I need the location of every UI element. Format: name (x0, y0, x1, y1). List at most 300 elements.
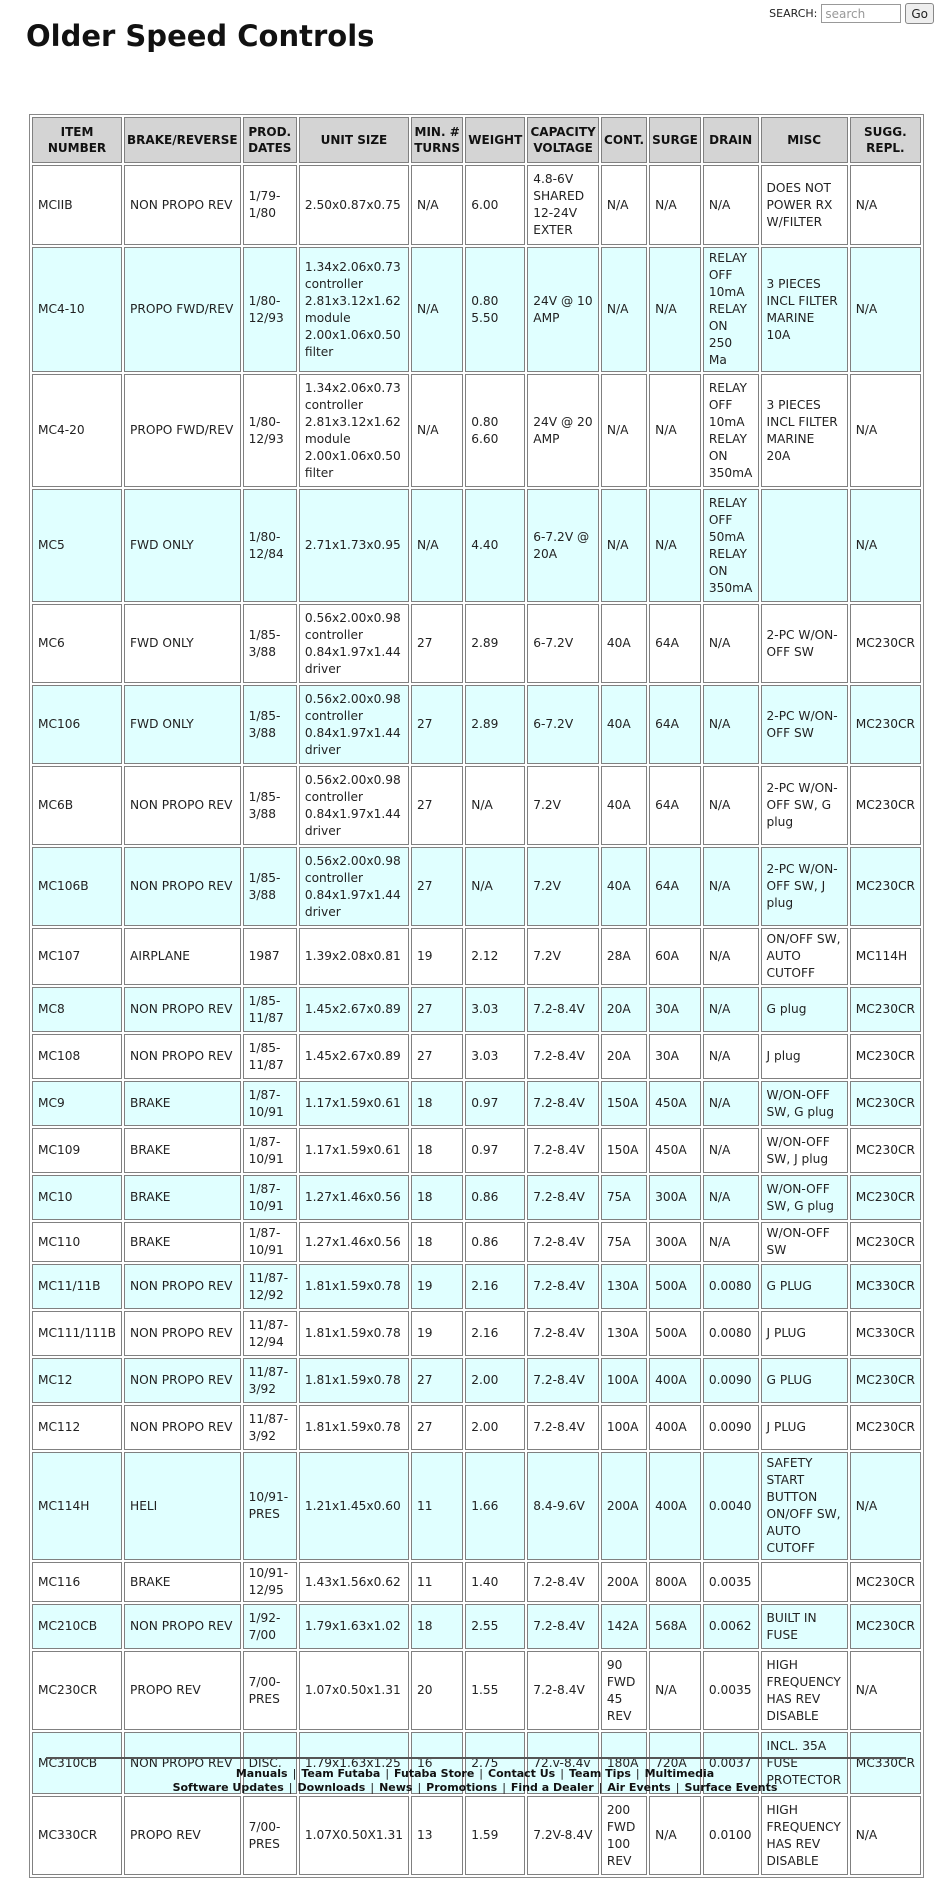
table-cell: 7/00-PRES (243, 1796, 297, 1875)
table-row (32, 847, 921, 926)
table-cell: 400A (649, 1358, 701, 1403)
table-cell: 18 (411, 1128, 463, 1173)
table-row (32, 766, 921, 845)
table-cell: NON PROPO REV (124, 847, 241, 926)
table-cell: FWD ONLY (124, 489, 241, 602)
table-row (32, 374, 921, 487)
table-cell (761, 489, 848, 602)
table-cell: 27 (411, 847, 463, 926)
table-row (32, 1405, 921, 1450)
table-cell: 0.0090 (703, 1405, 759, 1450)
table-cell: MC6 (32, 604, 122, 683)
table-row (32, 1562, 921, 1602)
footer-link[interactable]: Surface Events (684, 1781, 778, 1794)
column-header: SUGG. REPL. (850, 117, 921, 163)
table-cell: 7.2-8.4V (527, 1222, 599, 1262)
table-cell: J PLUG (761, 1405, 848, 1450)
table-cell: 1/79-1/80 (243, 165, 297, 245)
table-cell: N/A (703, 165, 759, 245)
table-cell: 75A (601, 1222, 647, 1262)
table-cell: 0.56x2.00x0.98 controller 0.84x1.97x1.44 driver (299, 847, 409, 926)
table-cell: 1.55 (465, 1651, 525, 1730)
footer-link[interactable]: Contact Us (488, 1767, 556, 1780)
table-row (32, 1222, 921, 1262)
table-cell: 2.89 (465, 685, 525, 764)
table-cell: 7.2V-8.4V (527, 1796, 599, 1875)
table-cell: N/A (850, 247, 921, 372)
table-cell: BRAKE (124, 1175, 241, 1220)
table-cell: RELAY OFF 10mA RELAY ON 250 Ma (703, 247, 759, 372)
table-cell: 7.2-8.4V (527, 1311, 599, 1356)
table-cell: G PLUG (761, 1358, 848, 1403)
table-cell: 1/85-3/88 (243, 847, 297, 926)
footer-separator: | (502, 1781, 506, 1794)
table-cell: 0.56x2.00x0.98 controller 0.84x1.97x1.44 driver (299, 604, 409, 683)
footer-separator: | (288, 1781, 293, 1794)
table-cell: 720A (649, 1732, 701, 1794)
table-cell: N/A (601, 165, 647, 245)
table-cell: 1/85-3/88 (243, 685, 297, 764)
table-cell: N/A (703, 928, 759, 985)
table-cell: 568A (649, 1604, 701, 1649)
table-body (32, 165, 921, 1875)
table-cell: MC6B (32, 766, 122, 845)
table-cell: MC230CR (850, 1358, 921, 1403)
table-cell: MC114H (850, 928, 921, 985)
table-cell: N/A (465, 847, 525, 926)
table-cell: N/A (703, 1034, 759, 1079)
table-cell: 500A (649, 1311, 701, 1356)
table-cell: PROPO REV (124, 1651, 241, 1730)
table-cell: 0.0080 (703, 1264, 759, 1309)
table-cell: 1.45x2.67x0.89 (299, 987, 409, 1032)
table-cell: 8.4-9.6V (527, 1452, 599, 1560)
table-cell: 64A (649, 685, 701, 764)
table-cell: NON PROPO REV (124, 1358, 241, 1403)
table-cell: 6-7.2V (527, 685, 599, 764)
footer-link[interactable]: Downloads (297, 1781, 366, 1794)
table-cell: MC4-10 (32, 247, 122, 372)
table-cell: 19 (411, 1264, 463, 1309)
table-cell: MC330CR (850, 1311, 921, 1356)
table-cell: PROPO REV (124, 1796, 241, 1875)
table-cell: 1.81x1.59x0.78 (299, 1405, 409, 1450)
table-cell: MC230CR (850, 1081, 921, 1126)
table-cell: 1/85-11/87 (243, 987, 297, 1032)
table-cell: 40A (601, 766, 647, 845)
table-cell: 2.89 (465, 604, 525, 683)
table-cell: 30A (649, 987, 701, 1032)
table-cell: 1.81x1.59x0.78 (299, 1358, 409, 1403)
table-cell: N/A (850, 1651, 921, 1730)
table-cell: 450A (649, 1081, 701, 1126)
table-cell: 11 (411, 1452, 463, 1560)
table-cell: 28A (601, 928, 647, 985)
footer-link[interactable]: Find a Dealer (510, 1781, 594, 1794)
table-cell: 2.16 (465, 1264, 525, 1309)
table-cell: 1.07X0.50X1.31 (299, 1796, 409, 1875)
table-cell: MC4-20 (32, 374, 122, 487)
table-cell: N/A (411, 489, 463, 602)
table-cell: MCIIB (32, 165, 122, 245)
table-cell: 1.17x1.59x0.61 (299, 1081, 409, 1126)
table-cell: MC8 (32, 987, 122, 1032)
table-cell: MC230CR (850, 1128, 921, 1173)
table-cell: 2.16 (465, 1311, 525, 1356)
table-cell: 1.81x1.59x0.78 (299, 1264, 409, 1309)
column-header: MISC (761, 117, 848, 163)
table-cell: 7.2-8.4V (527, 1562, 599, 1602)
table-cell: MC110 (32, 1222, 122, 1262)
table-cell: MC12 (32, 1358, 122, 1403)
table-cell: 2-PC W/ON-OFF SW, G plug (761, 766, 848, 845)
table-cell: MC106 (32, 685, 122, 764)
table-row (32, 1358, 921, 1403)
table-cell: 18 (411, 1604, 463, 1649)
table-cell: MC310CB (32, 1732, 122, 1794)
table-cell: HIGH FREQUENCY HAS REV DISABLE (761, 1796, 848, 1875)
table-cell: FWD ONLY (124, 604, 241, 683)
search-label: SEARCH: (769, 7, 818, 20)
footer-separator: | (635, 1767, 640, 1780)
table-cell: NON PROPO REV (124, 1405, 241, 1450)
table-cell: N/A (601, 489, 647, 602)
table-cell: DOES NOT POWER RX W/FILTER (761, 165, 848, 245)
table-cell: 13 (411, 1796, 463, 1875)
table-cell: 100A (601, 1405, 647, 1450)
table-cell: 64A (649, 604, 701, 683)
table-cell: MC112 (32, 1405, 122, 1450)
table-cell: 64A (649, 847, 701, 926)
table-cell: 2.12 (465, 928, 525, 985)
table-cell: 0.56x2.00x0.98 controller 0.84x1.97x1.44 driver (299, 685, 409, 764)
table-cell: MC5 (32, 489, 122, 602)
table-cell: MC111/111B (32, 1311, 122, 1356)
table-cell: 150A (601, 1081, 647, 1126)
table-cell: 400A (649, 1452, 701, 1560)
table-cell: 2-PC W/ON-OFF SW (761, 685, 848, 764)
table-cell: 7.2-8.4V (527, 1604, 599, 1649)
table-cell: 800A (649, 1562, 701, 1602)
table-cell: NON PROPO REV (124, 987, 241, 1032)
footer-link[interactable]: Multimedia (644, 1767, 715, 1780)
footer-separator: | (292, 1767, 297, 1780)
table-cell: 1.66 (465, 1452, 525, 1560)
table-cell: 7.2-8.4V (527, 1264, 599, 1309)
table-cell: MC230CR (32, 1651, 122, 1730)
column-header: CONT. (601, 117, 647, 163)
table-cell: 4.40 (465, 489, 525, 602)
table-row (32, 987, 921, 1032)
table-cell: 7.2-8.4V (527, 1405, 599, 1450)
table-cell: 1.39x2.08x0.81 (299, 928, 409, 985)
footer-link[interactable]: Team Tips (568, 1767, 631, 1780)
table-cell: N/A (703, 1081, 759, 1126)
table-cell: 20A (601, 1034, 647, 1079)
table-cell: 400A (649, 1405, 701, 1450)
table-row (32, 685, 921, 764)
table-cell: 1/80-12/84 (243, 489, 297, 602)
table-cell: N/A (411, 374, 463, 487)
table-cell: N/A (703, 1128, 759, 1173)
table-cell: 3 PIECES INCL FILTER MARINE 10A (761, 247, 848, 372)
table-cell (761, 1562, 848, 1602)
table-cell: 7.2-8.4V (527, 1128, 599, 1173)
table-row (32, 489, 921, 602)
table-cell: MC230CR (850, 1175, 921, 1220)
table-cell: 27 (411, 766, 463, 845)
search-go-button[interactable]: Go (905, 3, 934, 24)
table-cell: 0.0090 (703, 1358, 759, 1403)
table-cell: MC210CB (32, 1604, 122, 1649)
table-cell: MC10 (32, 1175, 122, 1220)
table-row (32, 928, 921, 985)
table-cell: 0.86 (465, 1222, 525, 1262)
table-cell: N/A (850, 489, 921, 602)
table-cell: 0.0035 (703, 1651, 759, 1730)
table-cell: 40A (601, 604, 647, 683)
table-cell: 2-PC W/ON-OFF SW (761, 604, 848, 683)
table-cell: 10/91-PRES (243, 1452, 297, 1560)
table-cell: N/A (649, 1796, 701, 1875)
table-cell: 1.81x1.59x0.78 (299, 1311, 409, 1356)
table-cell: 200 FWD 100 REV (601, 1796, 647, 1875)
table-cell: NON PROPO REV (124, 766, 241, 845)
table-cell: N/A (703, 1175, 759, 1220)
table-cell: N/A (601, 374, 647, 487)
table-cell: 300A (649, 1222, 701, 1262)
table-cell: 27 (411, 1405, 463, 1450)
table-cell: N/A (850, 1796, 921, 1875)
table-cell: 7.2-8.4V (527, 1175, 599, 1220)
table-row (32, 165, 921, 245)
footer-separator: | (675, 1781, 680, 1794)
search-input[interactable] (821, 4, 901, 23)
table-cell: FWD ONLY (124, 685, 241, 764)
table-cell: 2-PC W/ON-OFF SW, J plug (761, 847, 848, 926)
table-cell: 2.00 (465, 1358, 525, 1403)
table-cell: BRAKE (124, 1222, 241, 1262)
table-cell: ON/OFF SW, AUTO CUTOFF (761, 928, 848, 985)
footer-link[interactable]: Air Events (607, 1781, 671, 1794)
table-cell: 1.79x1.63x1.02 (299, 1604, 409, 1649)
footer-link[interactable]: Team Futaba (301, 1767, 381, 1780)
table-cell: J PLUG (761, 1311, 848, 1356)
table-cell: 11/87-3/92 (243, 1358, 297, 1403)
table-cell: 27 (411, 685, 463, 764)
table-row (32, 604, 921, 683)
column-header: PROD. DATES (243, 117, 297, 163)
table-cell: PROPO FWD/REV (124, 247, 241, 372)
table-cell: 6.00 (465, 165, 525, 245)
table-cell: 200A (601, 1562, 647, 1602)
table-cell: MC330CR (850, 1264, 921, 1309)
table-cell: 4.8-6V SHARED 12-24V EXTER (527, 165, 599, 245)
table-cell: N/A (703, 685, 759, 764)
table-cell: MC108 (32, 1034, 122, 1079)
table-cell: 1.79x1.63x1.25 (299, 1732, 409, 1794)
table-cell: 18 (411, 1175, 463, 1220)
table-cell: HIGH FREQUENCY HAS REV DISABLE (761, 1651, 848, 1730)
table-cell: 2.55 (465, 1604, 525, 1649)
column-header: UNIT SIZE (299, 117, 409, 163)
table-cell: MC114H (32, 1452, 122, 1560)
table-cell: BRAKE (124, 1128, 241, 1173)
table-cell: 130A (601, 1264, 647, 1309)
table-cell: 19 (411, 928, 463, 985)
footer-link[interactable]: Promotions (426, 1781, 498, 1794)
table-cell: 1/92-7/00 (243, 1604, 297, 1649)
table-cell: N/A (850, 165, 921, 245)
table-row (32, 1604, 921, 1649)
table-cell: 0.80 5.50 (465, 247, 525, 372)
table-cell: N/A (703, 847, 759, 926)
table-cell: RELAY OFF 50mA RELAY ON 350mA (703, 489, 759, 602)
table-cell: 24V @ 20 AMP (527, 374, 599, 487)
table-cell: INCL. 35A FUSE PROTECTOR (761, 1732, 848, 1794)
column-header: ITEM NUMBER (32, 117, 122, 163)
table-cell: 0.0040 (703, 1452, 759, 1560)
table-cell: 0.80 6.60 (465, 374, 525, 487)
table-cell: MC230CR (850, 1222, 921, 1262)
table-cell: 2.50x0.87x0.75 (299, 165, 409, 245)
table-cell: N/A (649, 165, 701, 245)
footer-separator: | (417, 1781, 422, 1794)
table-cell: 27 (411, 987, 463, 1032)
table-cell: AIRPLANE (124, 928, 241, 985)
table-cell: 7.2-8.4V (527, 1358, 599, 1403)
table-cell: 16 (411, 1732, 463, 1794)
table-cell: MC230CR (850, 987, 921, 1032)
footer-links-row-1 (0, 1767, 950, 1780)
table-cell: BUILT IN FUSE (761, 1604, 848, 1649)
table-cell: 1/87-10/91 (243, 1081, 297, 1126)
table-cell: 0.86 (465, 1175, 525, 1220)
table-cell: NON PROPO REV (124, 1732, 241, 1794)
table-cell: N/A (601, 247, 647, 372)
table-cell: 11/87-12/94 (243, 1311, 297, 1356)
column-header: DRAIN (703, 117, 759, 163)
footer-link[interactable]: Software Updates (172, 1781, 284, 1794)
table-cell: 1.43x1.56x0.62 (299, 1562, 409, 1602)
table-cell: 180A (601, 1732, 647, 1794)
table-cell: 19 (411, 1311, 463, 1356)
table-cell: N/A (703, 1222, 759, 1262)
table-cell: 0.0062 (703, 1604, 759, 1649)
column-header: CAPACITY VOLTAGE (527, 117, 599, 163)
table-cell: MC330CR (850, 1732, 921, 1794)
table-cell: NON PROPO REV (124, 1034, 241, 1079)
table-cell: N/A (649, 374, 701, 487)
table-cell: 130A (601, 1311, 647, 1356)
table-cell: 500A (649, 1264, 701, 1309)
table-cell: 75A (601, 1175, 647, 1220)
table-cell: 64A (649, 766, 701, 845)
table-cell: 27 (411, 604, 463, 683)
table-row (32, 1128, 921, 1173)
table-cell: 150A (601, 1128, 647, 1173)
table-cell: W/ON-OFF SW (761, 1222, 848, 1262)
table-row (32, 1796, 921, 1875)
table-cell: N/A (850, 1452, 921, 1560)
table-cell: 3.03 (465, 1034, 525, 1079)
table-row (32, 1651, 921, 1730)
search-bar (769, 3, 934, 24)
table-cell: 1/87-10/91 (243, 1128, 297, 1173)
table-cell: 1/80-12/93 (243, 247, 297, 372)
table-cell: 1.45x2.67x0.89 (299, 1034, 409, 1079)
table-cell: MC230CR (850, 1604, 921, 1649)
table-cell: MC230CR (850, 604, 921, 683)
table-cell: 7.2-8.4V (527, 1034, 599, 1079)
column-header: SURGE (649, 117, 701, 163)
table-cell: HELI (124, 1452, 241, 1560)
table-cell: NON PROPO REV (124, 165, 241, 245)
footer-link[interactable]: Futaba Store (394, 1767, 475, 1780)
table-cell: 27 (411, 1034, 463, 1079)
table-cell: 1/85-3/88 (243, 604, 297, 683)
table-cell: 72.v-8.4v (527, 1732, 599, 1794)
table-cell: 7.2-8.4V (527, 1081, 599, 1126)
table-cell: 27 (411, 1358, 463, 1403)
table-row (32, 1264, 921, 1309)
table-cell: 1/85-11/87 (243, 1034, 297, 1079)
table-cell: MC230CR (850, 1405, 921, 1450)
table-cell: 2.71x1.73x0.95 (299, 489, 409, 602)
table-cell: 0.56x2.00x0.98 controller 0.84x1.97x1.44 driver (299, 766, 409, 845)
table-cell: 6-7.2V @ 20A (527, 489, 599, 602)
table-cell: W/ON-OFF SW, G plug (761, 1175, 848, 1220)
table-cell: 2.00 (465, 1405, 525, 1450)
table-row (32, 1034, 921, 1079)
table-cell: MC9 (32, 1081, 122, 1126)
table-cell: N/A (465, 766, 525, 845)
table-cell: 1.21x1.45x0.60 (299, 1452, 409, 1560)
table-cell: 450A (649, 1128, 701, 1173)
table-cell: 7.2-8.4V (527, 987, 599, 1032)
table-cell: 60A (649, 928, 701, 985)
table-cell: 11/87-3/92 (243, 1405, 297, 1450)
table-cell: 11 (411, 1562, 463, 1602)
table-cell: BRAKE (124, 1081, 241, 1126)
table-cell: N/A (703, 987, 759, 1032)
table-cell: NON PROPO REV (124, 1604, 241, 1649)
table-cell: G plug (761, 987, 848, 1032)
table-row (32, 1311, 921, 1356)
table-cell: 1.17x1.59x0.61 (299, 1128, 409, 1173)
footer-link[interactable]: News (379, 1781, 413, 1794)
table-row (32, 247, 921, 372)
table-cell: 1.27x1.46x0.56 (299, 1222, 409, 1262)
table-cell: 6-7.2V (527, 604, 599, 683)
table-cell: 24V @ 10 AMP (527, 247, 599, 372)
footer-separator: | (598, 1781, 603, 1794)
table-cell: 142A (601, 1604, 647, 1649)
table-row (32, 1081, 921, 1126)
header-row (32, 117, 921, 163)
table-cell: 3 PIECES INCL FILTER MARINE 20A (761, 374, 848, 487)
table-cell: 2.75 (465, 1732, 525, 1794)
table-cell: 40A (601, 685, 647, 764)
table-cell: MC230CR (850, 1562, 921, 1602)
table-cell: W/ON-OFF SW, J plug (761, 1128, 848, 1173)
footer-separator: | (560, 1767, 564, 1780)
table-cell: 11/87-12/92 (243, 1264, 297, 1309)
footer-link[interactable]: Manuals (235, 1767, 288, 1780)
table-cell: 20A (601, 987, 647, 1032)
table-cell: 7/00-PRES (243, 1651, 297, 1730)
table-cell: 0.0100 (703, 1796, 759, 1875)
